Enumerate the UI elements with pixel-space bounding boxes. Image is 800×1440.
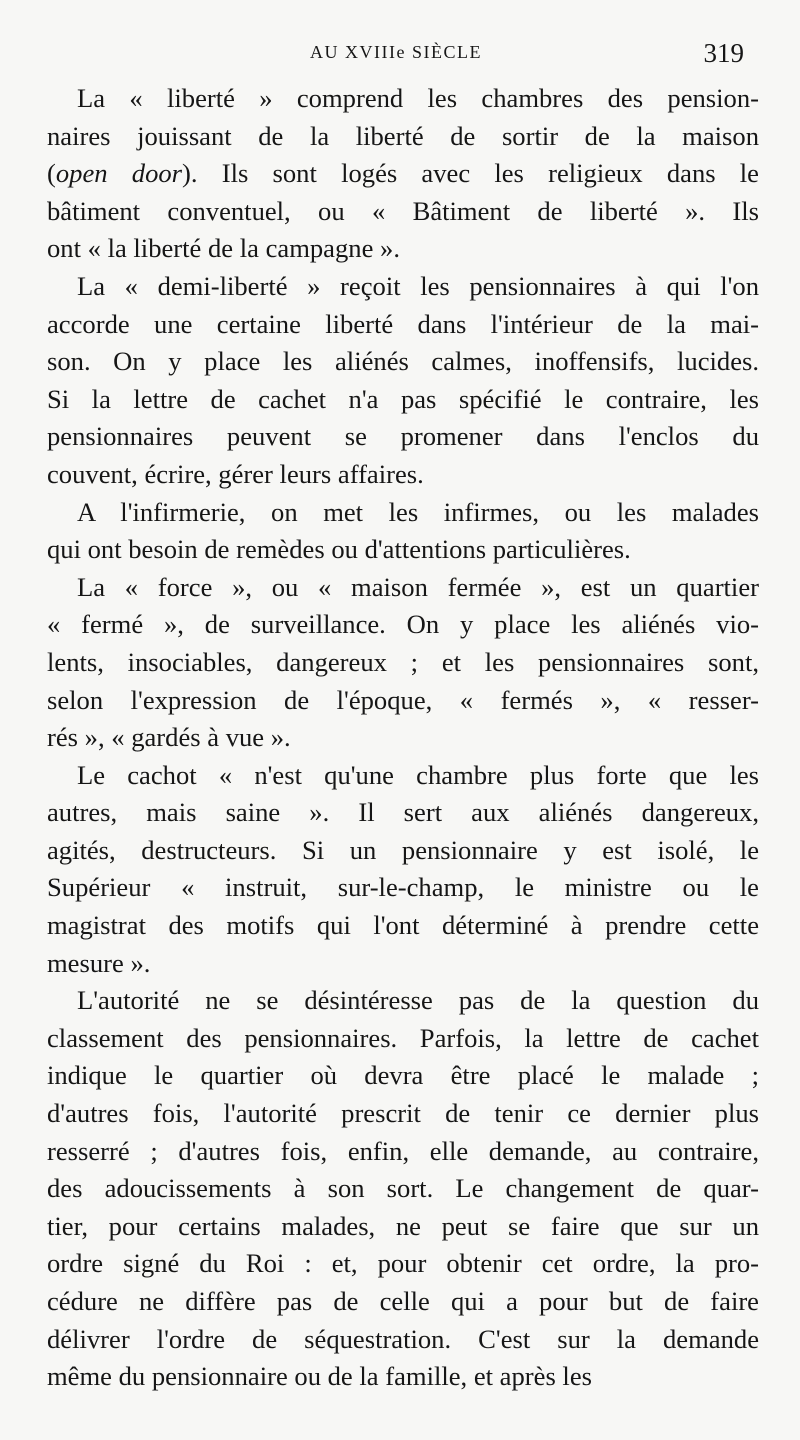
page-number: 319 xyxy=(703,38,744,68)
text-line: couvent, écrire, gérer leurs affaires. xyxy=(47,458,424,489)
text-line: naires jouissant de la liberté de sortir de la maison xyxy=(47,120,759,151)
text-line: lents, insociables, dangereux ; et les pensionnaires sont, xyxy=(47,646,759,677)
body-text xyxy=(47,80,759,1396)
running-head: AU XVIIIe SIÈCLE xyxy=(310,42,482,62)
text-line: même du pensionnaire ou de la famille, et après les xyxy=(47,1361,592,1392)
paragraph xyxy=(47,268,759,494)
paragraph xyxy=(47,982,759,1396)
text-line: d'autres fois, l'autorité prescrit de tenir ce dernier plus xyxy=(47,1098,759,1129)
text-line: (open door). Ils sont logés avec les religieux dans le xyxy=(47,158,759,189)
text-line: A l'infirmerie, on met les infirmes, ou les malades xyxy=(77,496,759,527)
text-line: Supérieur « instruit, sur-le-champ, le ministre ou le xyxy=(47,872,759,903)
text-line: autres, mais saine ». Il sert aux aliénés dangereux, xyxy=(47,797,759,828)
text-line: des adoucissements à son sort. Le changement de quar- xyxy=(47,1173,759,1204)
text-line: resserré ; d'autres fois, enfin, elle demande, au contraire, xyxy=(47,1135,759,1166)
text-line: tier, pour certains malades, ne peut se faire que sur un xyxy=(47,1210,759,1241)
text-line: La « demi-liberté » reçoit les pensionnaires à qui l'on xyxy=(77,270,759,301)
text-line: indique le quartier où devra être placé le malade ; xyxy=(47,1060,759,1091)
text-line: qui ont besoin de remèdes ou d'attentions particulières. xyxy=(47,534,631,565)
text-line: classement des pensionnaires. Parfois, la lettre de cachet xyxy=(47,1022,759,1053)
paragraph xyxy=(47,757,759,983)
paragraph xyxy=(47,569,759,757)
paragraph xyxy=(47,80,759,268)
text-line: « fermé », de surveillance. On y place les aliénés vio- xyxy=(47,609,759,640)
text-line: cédure ne diffère pas de celle qui a pour but de faire xyxy=(47,1286,759,1316)
italic-phrase: open door xyxy=(55,158,183,189)
text-line: ordre signé du Roi : et, pour obtenir cet ordre, la pro- xyxy=(47,1248,759,1279)
text-line: agités, destructeurs. Si un pensionnaire y est isolé, le xyxy=(47,834,759,865)
text-line: délivrer l'ordre de séquestration. C'est sur la demande xyxy=(47,1323,759,1354)
text-line: La « liberté » comprend les chambres des pension- xyxy=(77,83,759,113)
text-line: selon l'expression de l'époque, « fermés », « resser- xyxy=(47,684,759,715)
text-line: pensionnaires peuvent se promener dans l'enclos du xyxy=(47,421,759,452)
text-line: Si la lettre de cachet n'a pas spécifié le contraire, les xyxy=(47,383,759,414)
text-line: son. On y place les aliénés calmes, inoffensifs, lucides. xyxy=(47,346,759,377)
paragraph xyxy=(47,494,759,569)
text-line: magistrat des motifs qui l'ont déterminé à prendre cette xyxy=(47,910,759,941)
text-line: accorde une certaine liberté dans l'intérieur de la mai- xyxy=(47,308,759,339)
text-line: Le cachot « n'est qu'une chambre plus forte que les xyxy=(77,759,759,790)
text-line: mesure ». xyxy=(47,947,151,978)
text-line: L'autorité ne se désintéresse pas de la question du xyxy=(77,985,759,1016)
text-line: ont « la liberté de la campagne ». xyxy=(47,233,400,264)
page-header xyxy=(48,38,744,68)
text-line: La « force », ou « maison fermée », est un quartier xyxy=(77,571,759,602)
text-line: rés », « gardés à vue ». xyxy=(47,722,291,753)
text-line: bâtiment conventuel, ou « Bâtiment de liberté ». Ils xyxy=(47,195,759,226)
